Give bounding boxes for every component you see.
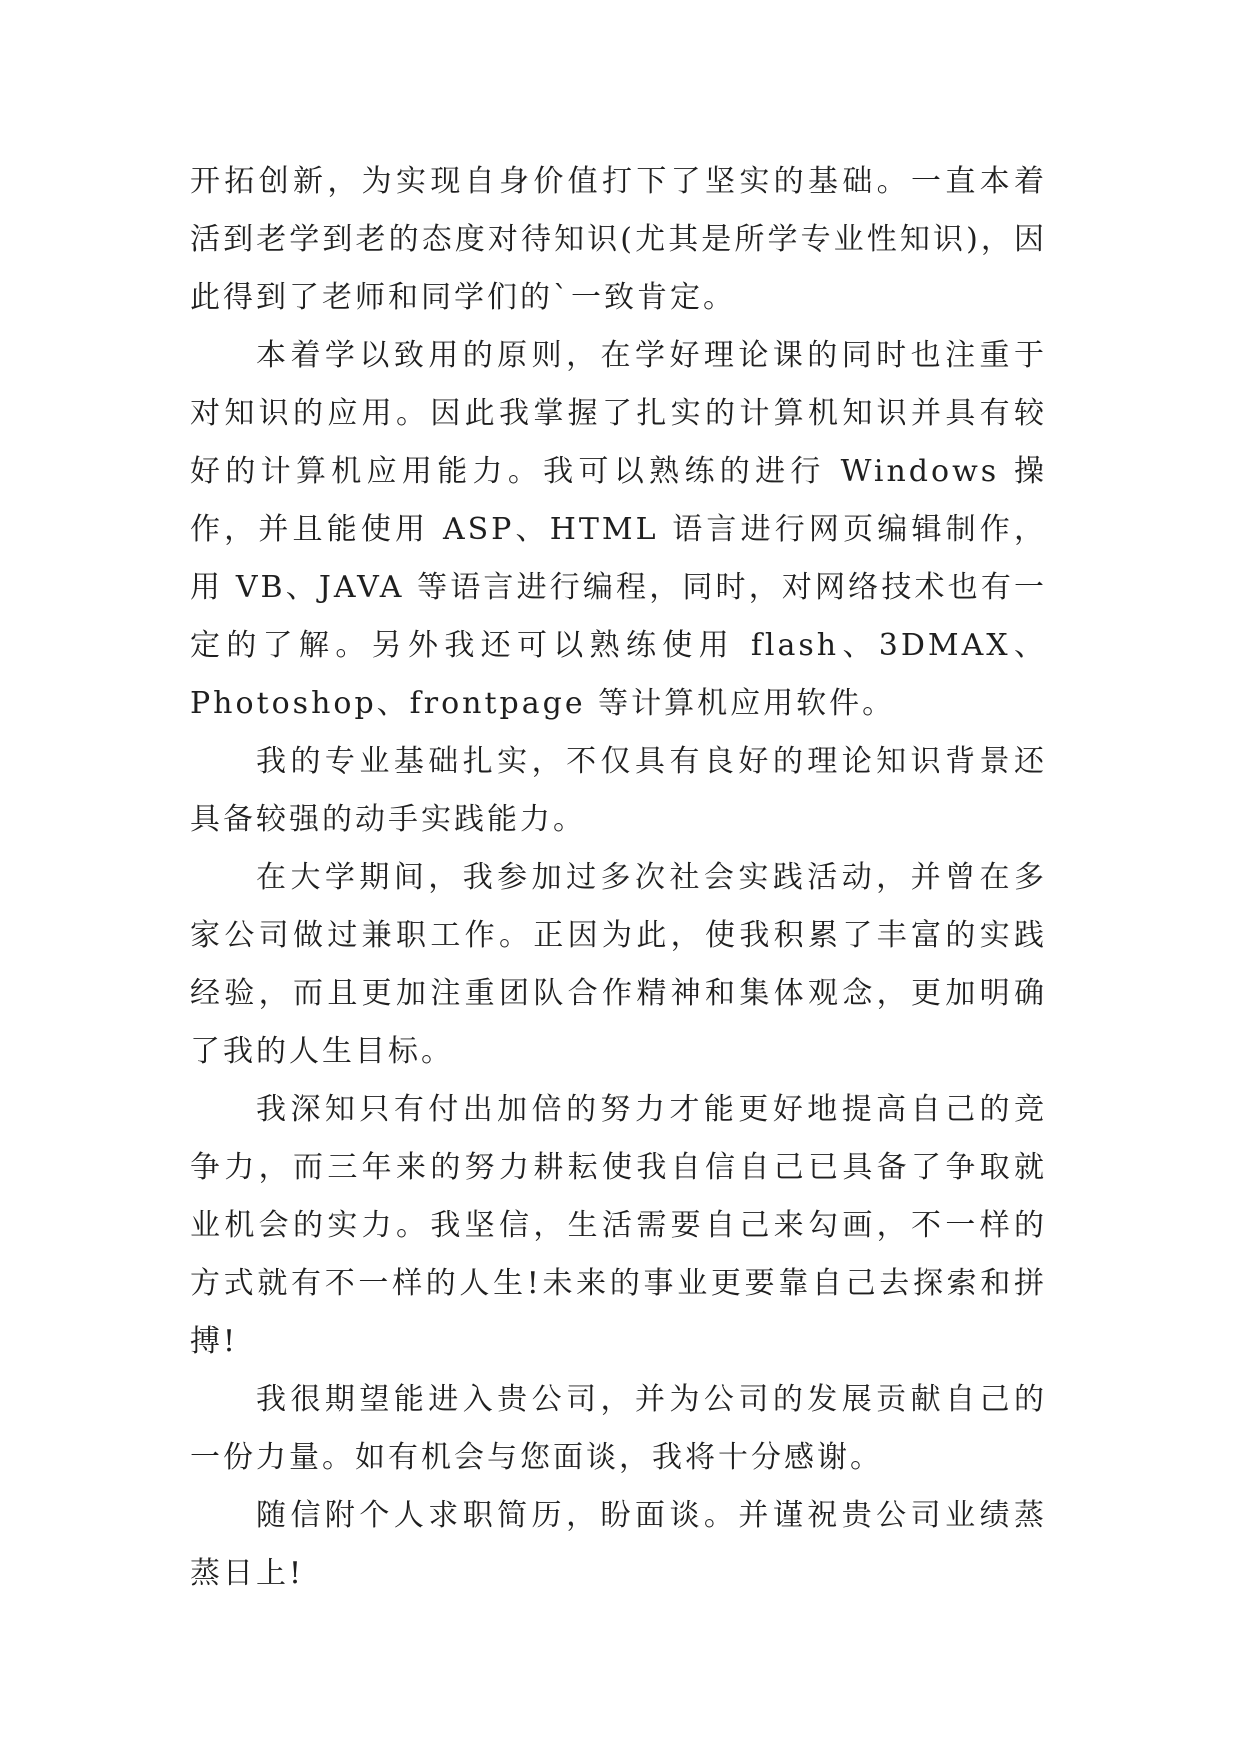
paragraph-competitiveness: 我深知只有付出加倍的努力才能更好地提高自己的竞争力，而三年来的努力耕耘使我自信自己已具备了争取就业机会的实力。我坚信，生活需要自己来勾画，不一样的方式就有不一样的人生!未来的事业更要靠自己去探索和拼搏!	[190, 1092, 1047, 1359]
document-body	[190, 153, 1047, 1603]
paragraph-closing: 随信附个人求职简历，盼面谈。并谨祝贵公司业绩蒸蒸日上!	[190, 1498, 1047, 1591]
paragraph-professional-foundation: 我的专业基础扎实，不仅具有良好的理论知识背景还具备较强的动手实践能力。	[190, 744, 1047, 837]
paragraph-social-practice: 在大学期间，我参加过多次社会实践活动，并曾在多家公司做过兼职工作。正因为此，使我积累了丰富的实践经验，而且更加注重团队合作精神和集体观念，更加明确了我的人生目标。	[190, 860, 1047, 1069]
paragraph-join-company: 我很期望能进入贵公司，并为公司的发展贡献自己的一份力量。如有机会与您面谈，我将十分感谢。	[190, 1382, 1047, 1475]
paragraph-computer-skills: 本着学以致用的原则，在学好理论课的同时也注重于对知识的应用。因此我掌握了扎实的计算机知识并具有较好的计算机应用能力。我可以熟练的进行 Windows 操作，并且能使用 ASP、HTML 语言进行网页编辑制作，用 VB、JAVA 等语言进行编程，同时，对网络技术也有一定的了解。另外我还可以熟练使用 flash、3DMAX、Photoshop、frontpage 等计算机应用软件。	[190, 338, 1047, 721]
paragraph-continuation: 开拓创新，为实现自身价值打下了坚实的基础。一直本着活到老学到老的态度对待知识(尤其是所学专业性知识)，因此得到了老师和同学们的`一致肯定。	[190, 164, 1047, 315]
